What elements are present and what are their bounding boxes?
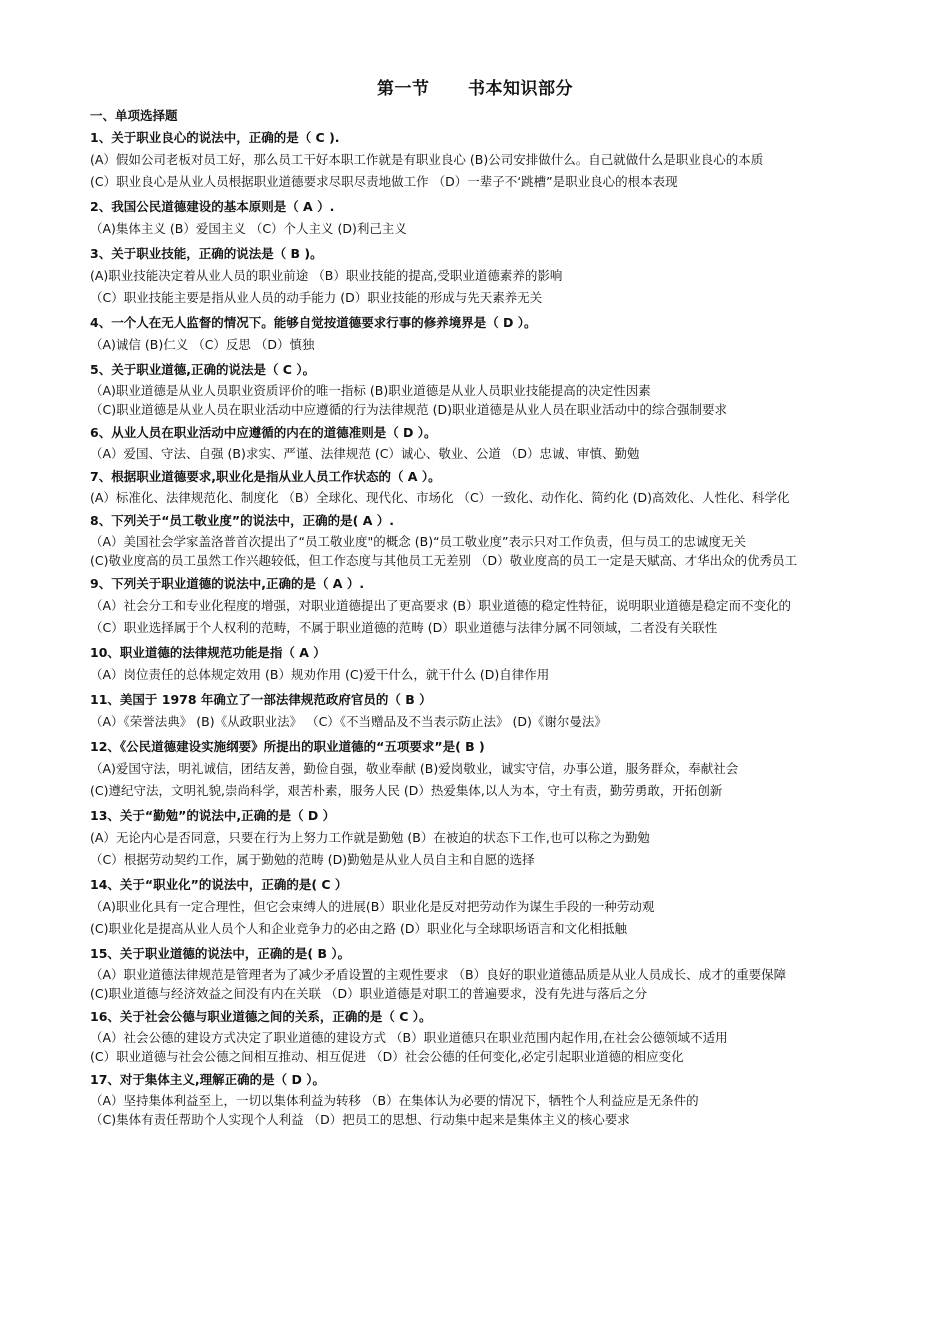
answer-options: （A)诚信 (B)仁义 （C）反思 （D）慎独 [90,337,315,352]
question-block [90,359,870,419]
question-block [90,466,870,507]
question-block [90,689,870,733]
question-text: 1、关于职业良心的说法中，正确的是（ C ). [90,130,340,145]
answer-options: （A）美国社会学家盖洛普首次提出了“员工敬业度"的概念 (B)“员工敬业度”表示只对工作负责，但与员工的忠诚度无关 [90,534,747,549]
answer-options: （A）职业道德法律规范是管理者为了减少矛盾设置的主观性要求 （B）良好的职业道德品质是从业人员成长、成才的重要保障 [90,967,787,982]
question-block [90,1069,870,1129]
answer-options: (A）无论内心是否同意，只要在行为上努力工作就是勤勉 (B）在被迫的状态下工作,也可以称之为勤勉 [90,830,650,845]
question-text: 2、我国公民道德建设的基本原则是（ A ）. [90,199,335,214]
answer-options: (A）假如公司老板对员工好，那么员工干好本职工作就是有职业良心 (B)公司安排做什么。自己就做什么是职业良心的本质 [90,152,764,167]
answer-options: （A)集体主义 (B）爱国主义 （C）个人主义 (D)利己主义 [90,221,407,236]
answer-options: (C)敬业度高的员工虽然工作兴趣较低，但工作态度与其他员工无差别 （D）敬业度高的员工一定是天赋高、才华出众的优秀员工 [90,553,798,568]
question-text: 4、一个人在无人监督的情况下。能够自觉按道德要求行事的修养境界是（ D ）。 [90,315,537,330]
question-block [90,642,870,686]
question-text: 11、美国于 1978 年确立了一部法律规范政府官员的（ B ） [90,692,432,707]
question-block [90,510,870,570]
question-block [90,196,870,240]
question-text: 12、《公民道德建设实施纲要》所提出的职业道德的“五项要求”是( B ) [90,739,485,754]
question-text: 8、下列关于“员工敬业度”的说法中，正确的是( A ）. [90,513,394,528]
question-text: 9、下列关于职业道德的说法中,正确的是（ A ）. [90,576,365,591]
answer-options: (C）职业良心是从业人员根据职业道德要求尽职尽责地做工作 （D）一辈子不‘跳槽”是职业良心的根本表现 [90,174,678,189]
question-block [90,874,870,940]
answer-options: （A）坚持集体利益至上，一切以集体利益为转移 （B）在集体认为必要的情况下，牺牲个人利益应是无条件的 [90,1093,699,1108]
question-block [90,1006,870,1066]
answer-options: （A）爱国、守法、自强 (B)求实、严谨、法律规范 (C）诚心、敬业、公道 （D）忠诚、审慎、勤勉 [90,446,640,461]
answer-options: （C)职业道德是从业人员在职业活动中应遵循的行为法律规范 (D)职业道德是从业人员在职业活动中的综合强制要求 [90,402,727,417]
question-block [90,312,870,356]
question-block [90,243,870,309]
question-text: 3、关于职业技能，正确的说法是（ B )。 [90,246,323,261]
question-block [90,805,870,871]
answer-options: （C）职业技能主要是指从业人员的动手能力 (D）职业技能的形成与先天素养无关 [90,290,543,305]
question-list [90,124,870,1129]
question-block [90,422,870,463]
question-text: 14、关于“职业化”的说法中，正确的是( C ） [90,877,348,892]
answer-options: （A）社会公德的建设方式决定了职业道德的建设方式 （B）职业道德只在职业范围内起作用,在社会公德领域不适用 [90,1030,728,1045]
question-text: 7、根据职业道德要求,职业化是指从业人员工作状态的（ A ）。 [90,469,441,484]
section-heading: 一、单项选择题 [90,108,178,123]
answer-options: （A)爱国守法，明礼诚信，团结友善，勤俭自强，敬业奉献 (B)爱岗敬业，诚实守信，办事公道，服务群众，奉献社会 [90,761,739,776]
answer-options: (C）职业道德与社会公德之间相互推动、相互促进 （D）社会公德的任何变化,必定引起职业道德的相应变化 [90,1049,684,1064]
question-text: 10、职业道德的法律规范功能是指（ A ） [90,645,326,660]
question-text: 17、对于集体主义,理解正确的是（ D ）。 [90,1072,325,1087]
answer-options: (C)遵纪守法，文明礼貌,崇尚科学，艰苦朴素，服务人民 (D）热爱集体,以人为本，守土有责，勤劳勇敢，开拓创新 [90,783,723,798]
question-block [90,736,870,802]
answer-options: (C)职业化是提高从业人员个人和企业竞争力的必由之路 (D）职业化与全球职场语言和文化相抵触 [90,921,627,936]
answer-options: （A）社会分工和专业化程度的增强，对职业道德提出了更高要求 (B）职业道德的稳定性特征，说明职业道德是稳定而不变化的 [90,598,791,613]
answer-options: （A)职业化具有一定合理性，但它会束缚人的进展(B）职业化是反对把劳动作为谋生手段的一种劳动观 [90,899,655,914]
question-text: 15、关于职业道德的说法中，正确的是( B ）。 [90,946,351,961]
question-text: 5、关于职业道德,正确的说法是（ C ）。 [90,362,316,377]
question-block [90,127,870,193]
answer-options: (C)职业道德与经济效益之间没有内在关联 （D）职业道德是对职工的普遍要求，没有先进与落后之分 [90,986,648,1001]
answer-options: （C）根据劳动契约工作，属于勤勉的范畴 (D)勤勉是从业人员自主和自愿的选择 [90,852,535,867]
answer-options: (A）标准化、法律规范化、制度化 （B）全球化、现代化、市场化 （C）一致化、动作化、简约化 (D)高效化、人性化、科学化 [90,490,790,505]
answer-options: （A)职业道德是从业人员职业资质评价的唯一指标 (B)职业道德是从业人员职业技能提高的决定性因素 [90,383,651,398]
question-text: 16、关于社会公德与职业道德之间的关系，正确的是（ C ）。 [90,1009,432,1024]
answer-options: (A)职业技能决定着从业人员的职业前途 （B）职业技能的提高,受职业道德素养的影响 [90,268,563,283]
question-text: 13、关于“勤勉”的说法中,正确的是（ D ） [90,808,336,823]
question-block [90,943,870,1003]
answer-options: （C）职业选择属于个人权利的范畴，不属于职业道德的范畴 (D）职业道德与法律分属不同领域，二者没有关联性 [90,620,718,635]
question-text: 6、从业人员在职业活动中应遵循的内在的道德准则是（ D ）。 [90,425,437,440]
answer-options: （C)集体有责任帮助个人实现个人利益 （D）把员工的思想、行动集中起来是集体主义的核心要求 [90,1112,630,1127]
page-title: 第一节 书本知识部分 [376,79,573,99]
answer-options: （A）《荣誉法典》 (B)《从政职业法》 （C）《不当赠品及不当表示防止法》 (D)《谢尔曼法》 [90,714,607,729]
question-block [90,573,870,639]
answer-options: （A）岗位责任的总体规定效用 (B）规劝作用 (C)爱干什么，就干什么 (D)自律作用 [90,667,550,682]
